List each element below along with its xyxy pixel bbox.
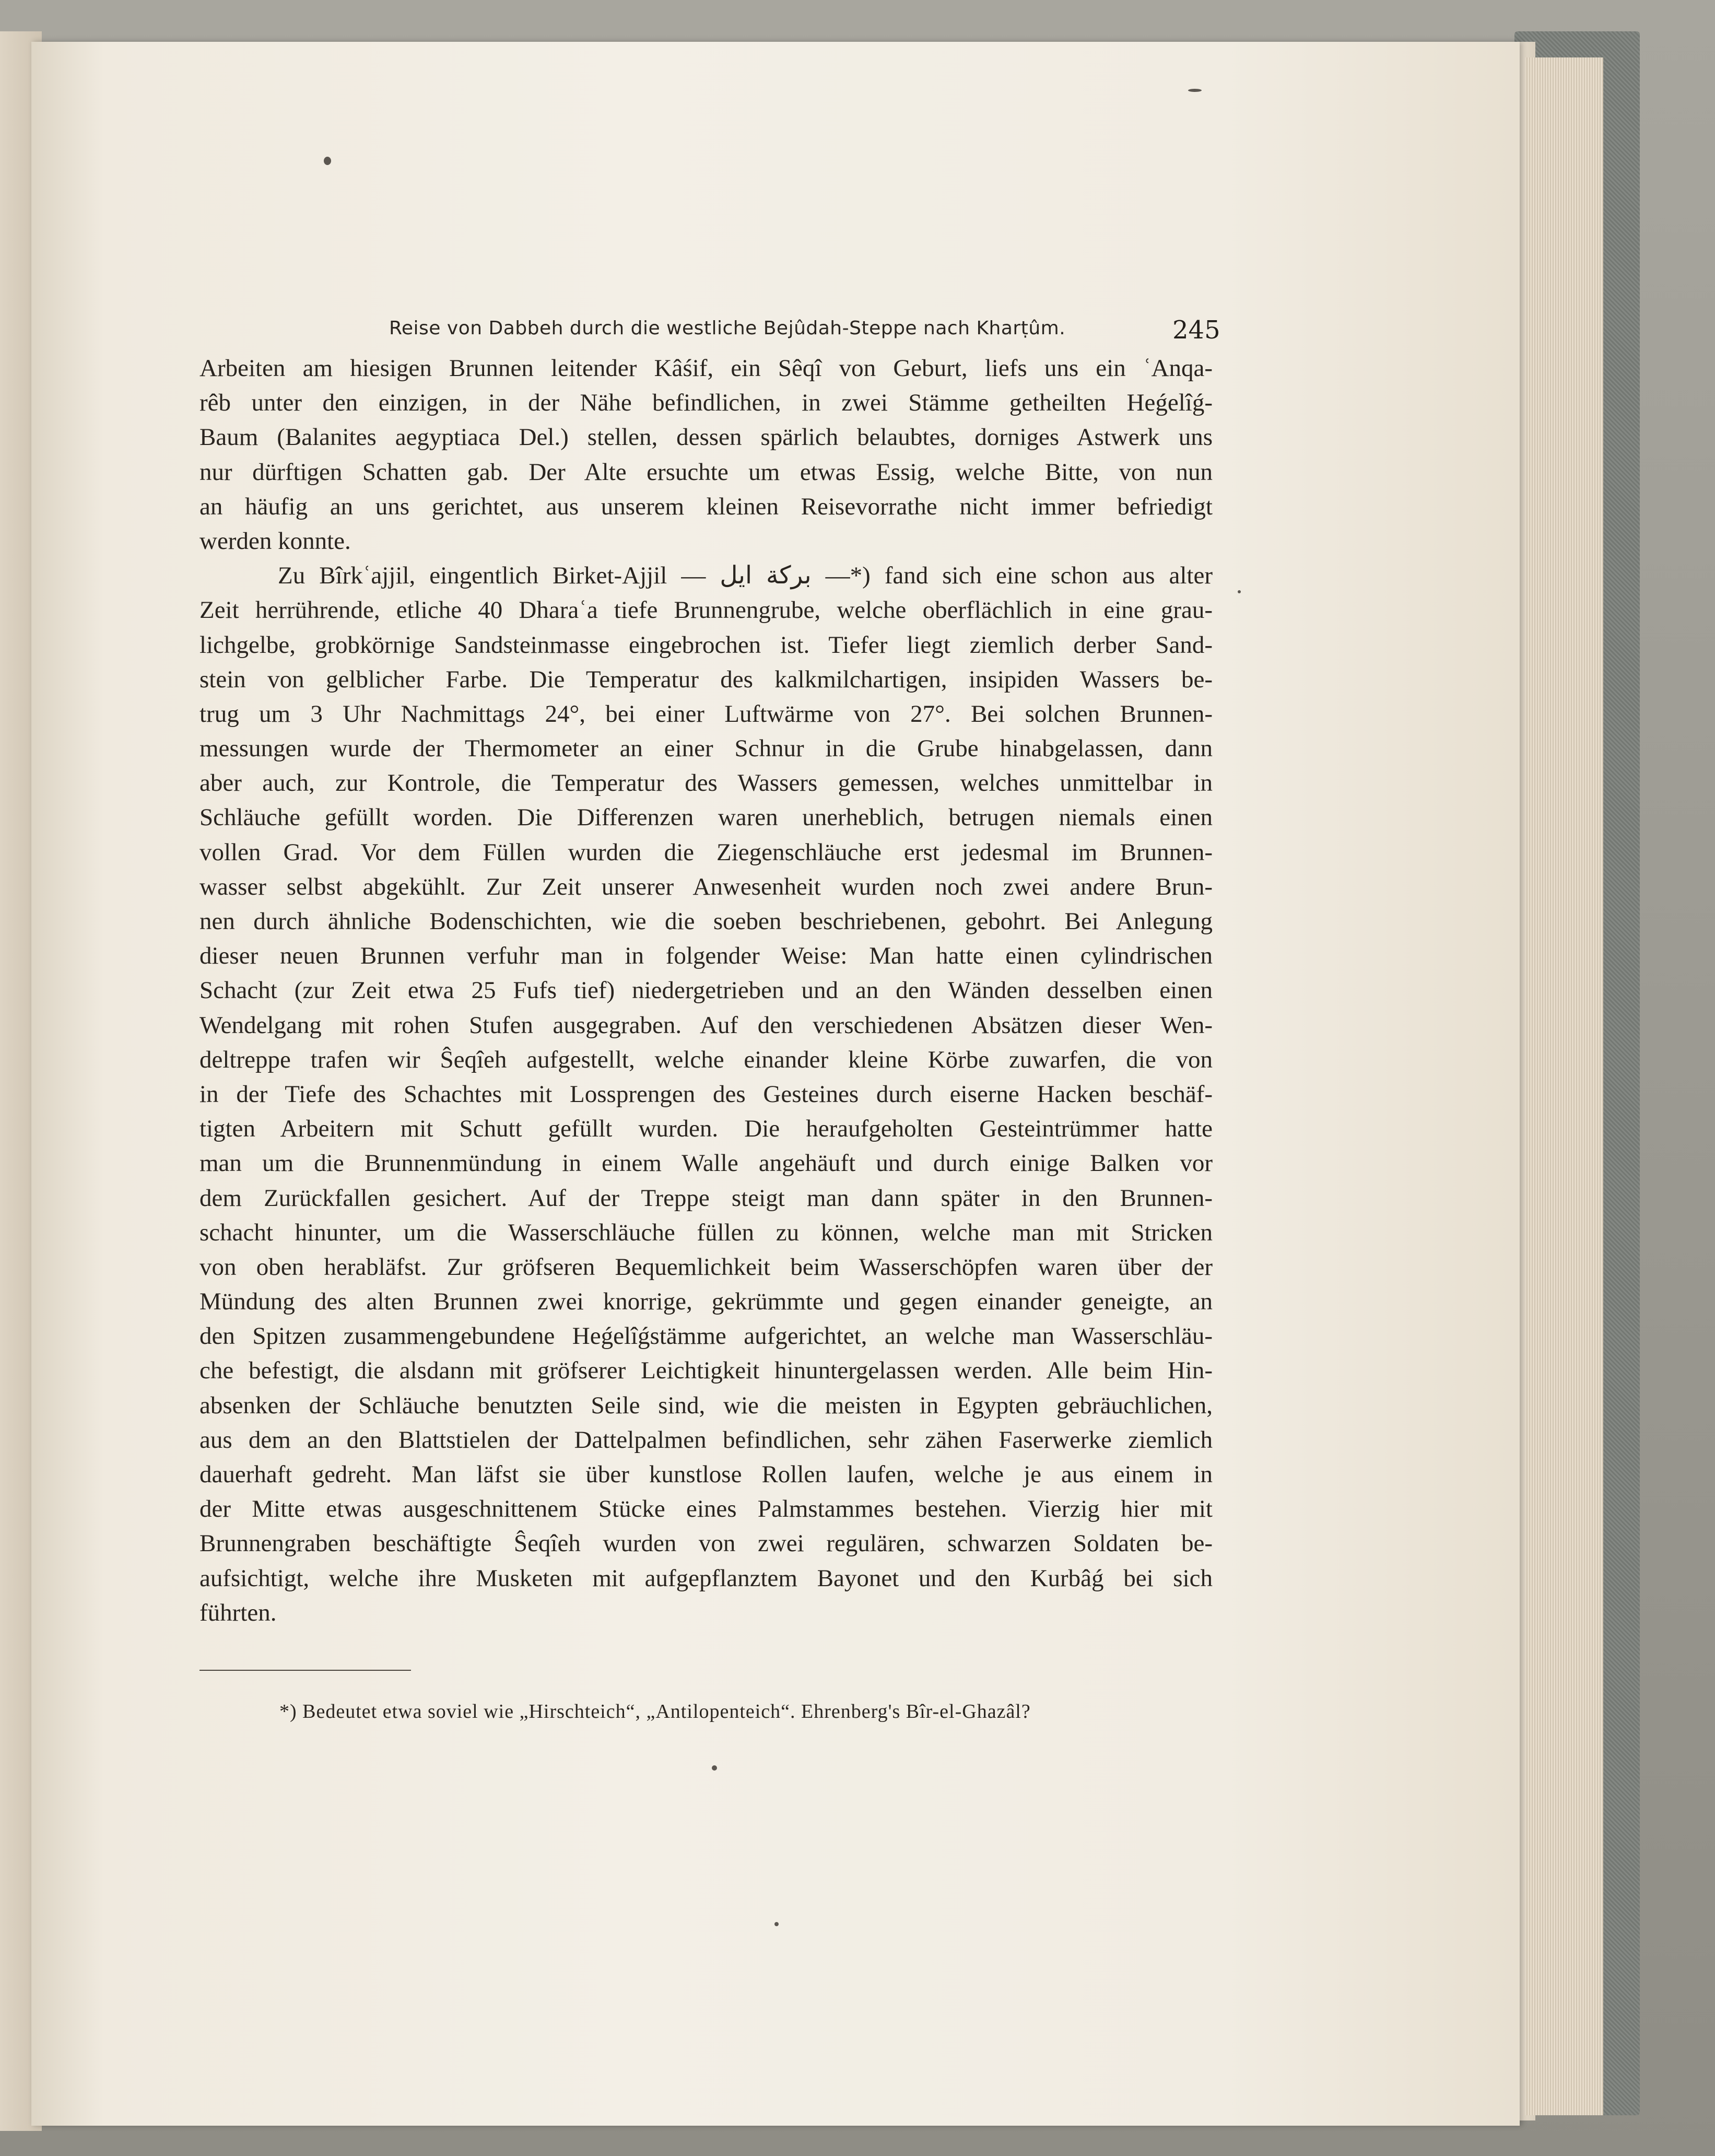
paper-speck — [774, 1922, 779, 1926]
paper-speck — [324, 157, 331, 165]
text-line: rêb unter den einzigen, in der Nähe befindlichen, in zwei Stämme getheilten Heǵelîǵ- — [199, 389, 1213, 417]
text-line: vollen Grad. Vor dem Füllen wurden die Ziegenschläuche erst jedesmal im Brunnen- — [199, 838, 1213, 866]
text-line: nur dürftigen Schatten gab. Der Alte ersuchte um etwas Essig, welche Bitte, von nun — [199, 458, 1213, 486]
text-line: der Mitte etwas ausgeschnittenem Stücke eines Palmstammes bestehen. Vierzig hier mit — [199, 1495, 1213, 1523]
body-text — [199, 351, 1213, 1630]
text-line: dauerhaft gedreht. Man läfst sie über kunstlose Rollen laufen, welche je aus einem in — [199, 1461, 1213, 1488]
text-line: Zu Bîrkʿajjil, eingentlich Birket-Ajjil — بركة ايل —*) fand sich eine schon aus alter — [278, 562, 1213, 590]
paper-speck — [1188, 89, 1202, 92]
text-line: nen durch ähnliche Bodenschichten, wie die soeben beschriebenen, gebohrt. Bei Anlegung — [199, 908, 1213, 935]
text-line: werden konnte. — [199, 527, 351, 555]
text-line: Schacht (zur Zeit etwa 25 Fufs tief) niedergetrieben und an den Wänden desselben einen — [199, 977, 1213, 1004]
text-line: aufsichtigt, welche ihre Musketen mit aufgepflanztem Bayonet und den Kurbâǵ bei sich — [199, 1564, 1213, 1592]
footnote-rule — [199, 1670, 411, 1671]
text-line: in der Tiefe des Schachtes mit Lossprengen des Gesteines durch eiserne Hacken beschäf- — [199, 1080, 1213, 1108]
text-line: an häufig an uns gerichtet, aus unserem kleinen Reisevorrathe nicht immer befriedigt — [199, 493, 1213, 520]
running-head: Reise von Dabbeh durch die westliche Bejûdah-Steppe nach Kharṭûm. — [389, 318, 1066, 339]
text-line: messungen wurde der Thermometer an einer Schnur in die Grube hinabgelassen, dann — [199, 735, 1213, 763]
text-line: aus dem an den Blattstielen der Dattelpalmen befindlichen, sehr zähen Faserwerke ziemlich — [199, 1426, 1213, 1454]
text-line: den Spitzen zusammengebundene Heǵelîǵstämme aufgerichtet, an welche man Wasserschläu- — [199, 1322, 1213, 1350]
text-line: lichgelbe, grobkörnige Sandsteinmasse eingebrochen ist. Tiefer liegt ziemlich derber Sand- — [199, 631, 1213, 659]
text-line: dem Zurückfallen gesichert. Auf der Treppe steigt man dann später in den Brunnen- — [199, 1184, 1213, 1212]
paper-speck — [1238, 590, 1241, 593]
text-line: man um die Brunnenmündung in einem Walle angehäuft und durch einige Balken vor — [199, 1150, 1213, 1177]
footnote: *) Bedeutet etwa soviel wie „Hirschteich“, „Antilopenteich“. Ehrenberg's Bîr-el-Ghazâl? — [279, 1701, 1031, 1723]
text-line: absenken der Schläuche benutzten Seile sind, wie die meisten in Egypten gebräuchlichen, — [199, 1391, 1213, 1419]
page-stack — [1525, 57, 1603, 2115]
text-line: von oben herabläfst. Zur gröfseren Bequemlichkeit beim Wasserschöpfen waren über der — [199, 1253, 1213, 1281]
text-line: Baum (Balanites aegyptiaca Del.) stellen, dessen spärlich belaubtes, dorniges Astwerk uns — [199, 424, 1213, 451]
text-line: wasser selbst abgekühlt. Zur Zeit unserer Anwesenheit wurden noch zwei andere Brun- — [199, 873, 1213, 900]
text-line: schacht hinunter, um die Wasserschläuche füllen zu können, welche man mit Stricken — [199, 1218, 1213, 1246]
text-line: dieser neuen Brunnen verfuhr man in folgender Weise: Man hatte einen cylindrischen — [199, 942, 1213, 970]
text-line: Schläuche gefüllt worden. Die Differenzen waren unerheblich, betrugen niemals einen — [199, 804, 1213, 831]
text-line: Mündung des alten Brunnen zwei knorrige, gekrümmte und gegen einander geneigte, an — [199, 1288, 1213, 1316]
text-line: deltreppe trafen wir Ŝeqîeh aufgestellt, welche einander kleine Körbe zuwarfen, die von — [199, 1046, 1213, 1073]
page-number: 245 — [1172, 315, 1220, 345]
text-line: stein von gelblicher Farbe. Die Temperatur des kalkmilchartigen, insipiden Wassers be- — [199, 665, 1213, 693]
text-line: führten. — [199, 1599, 277, 1626]
text-line: Wendelgang mit rohen Stufen ausgegraben. Auf den verschiedenen Absätzen dieser Wen- — [199, 1011, 1213, 1039]
text-line: trug um 3 Uhr Nachmittags 24°, bei einer Luftwärme von 27°. Bei solchen Brunnen- — [199, 700, 1213, 728]
text-line: aber auch, zur Kontrole, die Temperatur des Wassers gemessen, welches unmittelbar in — [199, 769, 1213, 797]
text-line: tigten Arbeitern mit Schutt gefüllt wurden. Die heraufgeholten Gesteintrümmer hatte — [199, 1115, 1213, 1143]
text-line: che befestigt, die alsdann mit gröfserer Leichtigkeit hinuntergelassen werden. Alle beim Hin- — [199, 1357, 1213, 1385]
text-line: Arbeiten am hiesigen Brunnen leitender Kâśif, ein Sêqî von Geburt, liefs uns ein ʿAnqa- — [199, 355, 1213, 382]
text-line: Brunnengraben beschäftigte Ŝeqîeh wurden von zwei regulären, schwarzen Soldaten be- — [199, 1530, 1213, 1557]
text-line: Zeit herrührende, etliche 40 Dharaʿa tiefe Brunnengrube, welche oberflächlich in eine grau- — [199, 596, 1213, 624]
paper-speck — [712, 1765, 717, 1771]
